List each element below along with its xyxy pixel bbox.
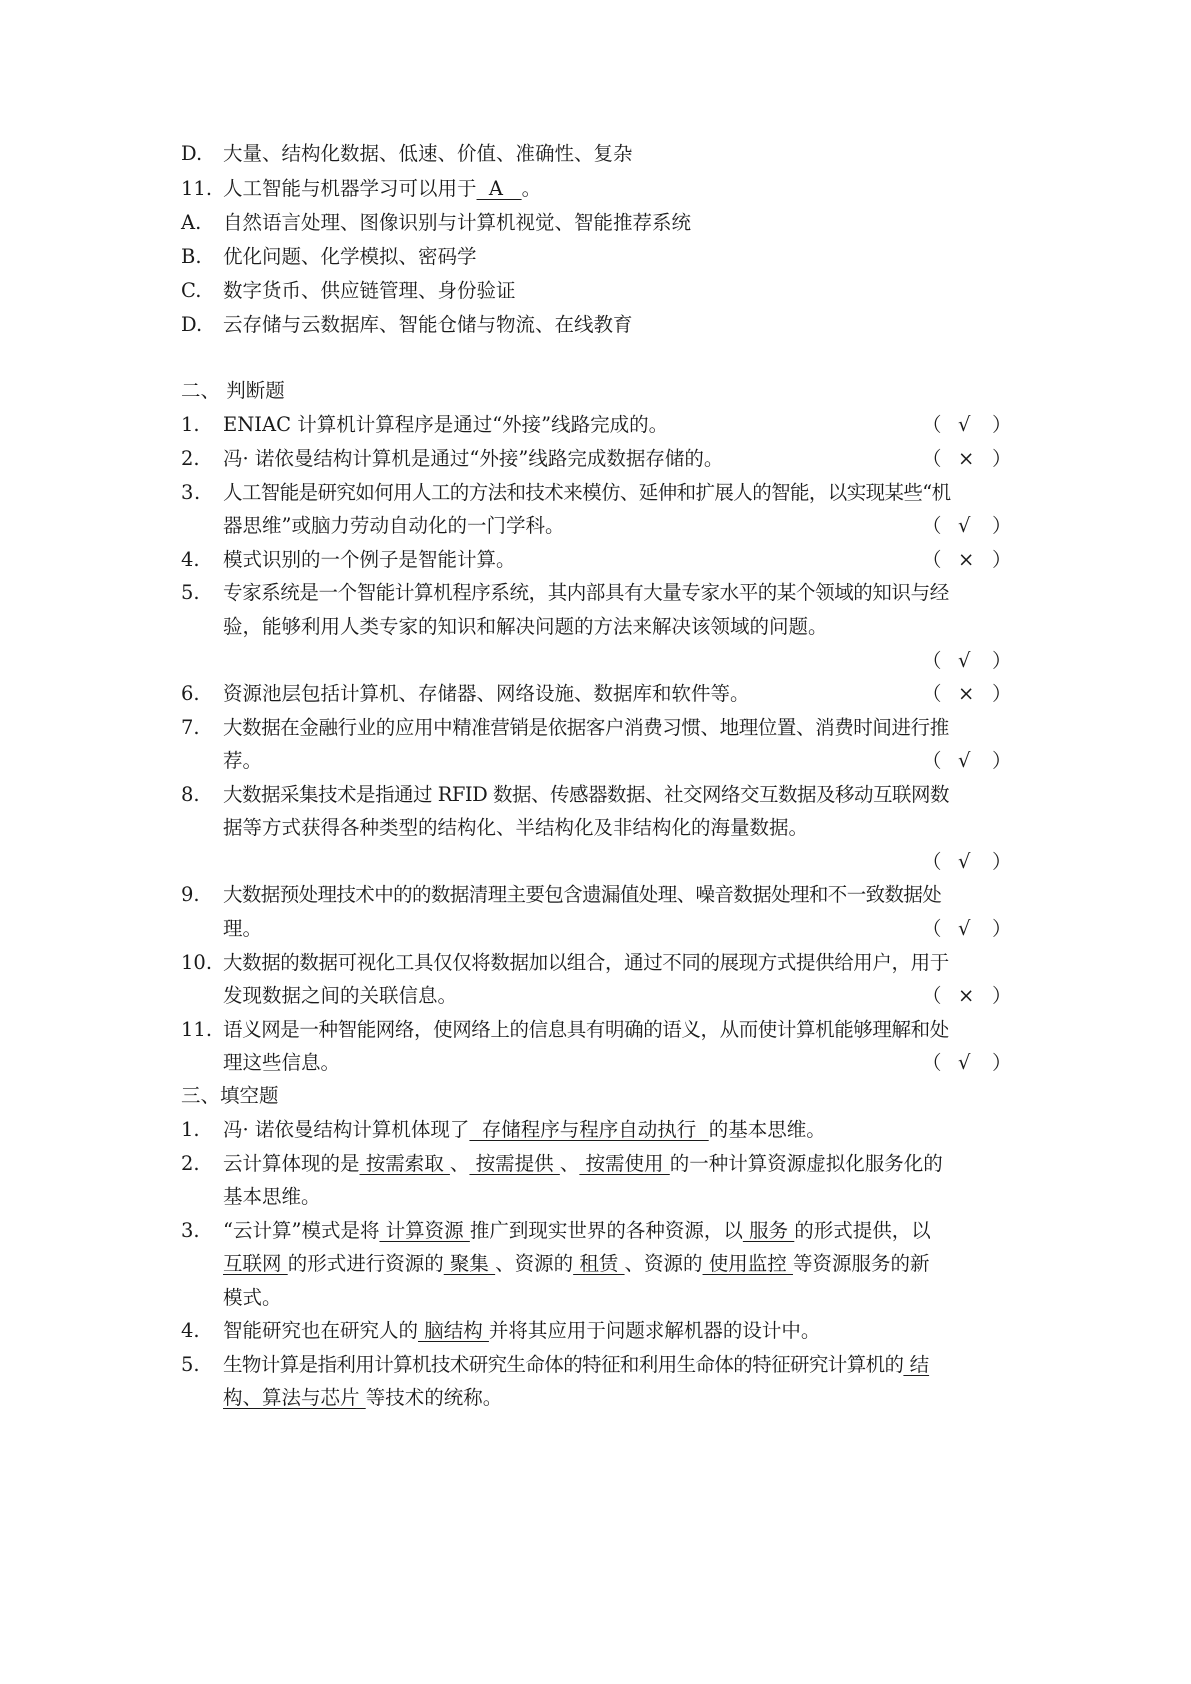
paren-open: （ [922, 548, 942, 571]
paren-open: （ [922, 984, 942, 1007]
judge-answer-1 [922, 412, 1012, 438]
question-number: 11. [181, 177, 213, 200]
option-text: 优化问题、化学模拟、密码学 [223, 245, 477, 268]
item-number: 2. [181, 1152, 200, 1175]
answer-blank: 使用监控 [702, 1252, 793, 1275]
answer-mark: √ [958, 749, 971, 772]
judge-answer-4 [922, 547, 1012, 573]
paren-open: （ [922, 514, 942, 537]
answer-mark: √ [958, 1051, 971, 1074]
option-c-q11 [181, 278, 1021, 304]
fill-item-3-cont2: 模式。 [223, 1286, 282, 1309]
item-text-suffix: 的一种计算资源虚拟化服务化的 [669, 1152, 943, 1175]
answer-mark: √ [958, 850, 971, 873]
option-label: C. [181, 279, 202, 302]
judge-item-9 [181, 882, 1021, 908]
paren-open: （ [922, 749, 942, 772]
judge-item-2 [181, 446, 1021, 472]
fill-item-5-cont [223, 1385, 1063, 1411]
answer-mark: √ [958, 917, 971, 940]
judge-answer-5 [922, 648, 1012, 674]
item-text-suffix: 的基本思维。 [708, 1118, 826, 1141]
paren-close: ） [992, 1051, 1012, 1074]
item-text: 的形式进行资源的 [287, 1252, 444, 1275]
paren-close: ） [992, 649, 1012, 672]
answer-blank: 租赁 [573, 1252, 625, 1275]
option-a-q11 [181, 210, 1021, 236]
item-number: 2. [181, 447, 200, 470]
question-text: 人工智能与机器学习可以用于 [223, 177, 477, 200]
item-text: 模式识别的一个例子是智能计算。 [223, 548, 516, 571]
paren-open: （ [922, 1051, 942, 1074]
option-label: D. [181, 142, 203, 165]
option-label: B. [181, 245, 202, 268]
option-label: D. [181, 313, 203, 336]
item-number: 1. [181, 1118, 200, 1141]
judge-answer-8 [922, 849, 1012, 875]
judge-item-7 [181, 715, 1021, 741]
option-text: 云存储与云数据库、智能仓储与物流、在线教育 [223, 313, 633, 336]
separator: 、 [449, 1152, 470, 1175]
paren-open: （ [922, 649, 942, 672]
judge-item-11-cont: 理这些信息。 [223, 1051, 341, 1074]
judge-item-10-cont: 发现数据之间的关联信息。 [223, 984, 458, 1007]
option-text: 自然语言处理、图像识别与计算机视觉、智能推荐系统 [223, 211, 692, 234]
paren-close: ） [992, 514, 1012, 537]
item-text: 、资源的 [495, 1252, 574, 1275]
item-number: 6. [181, 682, 200, 705]
question-suffix: 。 [521, 177, 542, 200]
answer-blank: 按需索取 [359, 1152, 450, 1175]
item-number: 4. [181, 1319, 200, 1342]
answer-mark: √ [958, 514, 971, 537]
item-text: 的形式提供，以 [794, 1219, 931, 1242]
judge-answer-10 [922, 983, 1012, 1009]
judge-item-5-cont: 验，能够利用人类专家的知识和解决问题的方法来解决该领域的问题。 [223, 615, 828, 638]
item-number: 11. [181, 1018, 213, 1041]
judge-answer-11 [922, 1050, 1012, 1076]
answer-mark: × [958, 682, 975, 705]
fill-item-1 [181, 1117, 1021, 1143]
answer-blank: 按需提供 [469, 1152, 560, 1175]
judge-item-3-cont: 器思维”或脑力劳动自动化的一门学科。 [223, 514, 565, 537]
section-heading-fill: 三、填空题 [181, 1084, 279, 1107]
question-11-mc [181, 176, 1021, 202]
fill-item-2-cont: 基本思维。 [223, 1185, 321, 1208]
judge-item-3 [181, 480, 1021, 506]
fill-item-3-cont [223, 1251, 1063, 1277]
fill-item-3 [181, 1218, 1021, 1244]
item-number: 7. [181, 716, 200, 739]
item-text-suffix: 等技术的统称。 [365, 1386, 503, 1409]
paren-close: ） [992, 682, 1012, 705]
judge-item-11 [181, 1017, 1021, 1043]
item-number: 5. [181, 1353, 200, 1376]
answer-blank: 服务 [742, 1219, 795, 1242]
judge-item-1 [181, 412, 1021, 438]
item-text: 冯· 诺依曼结构计算机体现了 [223, 1118, 470, 1141]
judge-answer-2 [922, 446, 1012, 472]
item-text: 大数据的数据可视化工具仅仅将数据加以组合，通过不同的展现方式提供给用户，用于 [223, 951, 949, 974]
paren-close: ） [992, 447, 1012, 470]
answer-blank: 脑结构 [418, 1319, 489, 1342]
judge-item-7-cont: 荐。 [223, 749, 263, 772]
separator: 、 [559, 1152, 580, 1175]
fill-item-4 [181, 1318, 1021, 1344]
item-text: 冯· 诺依曼结构计算机是通过“外接”线路完成数据存储的。 [223, 447, 724, 470]
judge-item-6 [181, 681, 1021, 707]
item-text: “云计算”模式是将 [223, 1219, 380, 1242]
answer-mark: × [958, 984, 975, 1007]
item-text: 等资源服务的新 [792, 1252, 930, 1275]
item-number: 5. [181, 581, 200, 604]
item-text: 大数据在金融行业的应用中精准营销是依据客户消费习惯、地理位置、消费时间进行推 [223, 716, 949, 739]
judge-item-5 [181, 580, 1021, 606]
answer-mark: √ [958, 413, 971, 436]
item-number: 1. [181, 413, 200, 436]
judge-item-9-cont: 理。 [223, 917, 263, 940]
paren-close: ） [992, 917, 1012, 940]
paren-open: （ [922, 413, 942, 436]
option-d-q10 [181, 141, 1021, 167]
answer-blank: 存储程序与程序自动执行 [469, 1118, 709, 1141]
answer-mark: × [958, 548, 975, 571]
option-text: 数字货币、供应链管理、身份验证 [223, 279, 516, 302]
answer-blank: A [476, 177, 522, 200]
judge-item-8 [181, 782, 1021, 808]
paren-close: ） [992, 850, 1012, 873]
item-number: 4. [181, 548, 200, 571]
item-number: 3. [181, 1219, 200, 1242]
item-number: 9. [181, 883, 200, 906]
paren-open: （ [922, 917, 942, 940]
item-text: 大数据预处理技术中的的数据清理主要包含遗漏值处理、噪音数据处理和不一致数据处 [223, 883, 942, 906]
option-b-q11 [181, 244, 1021, 270]
judge-answer-3 [922, 513, 1012, 539]
answer-blank: 互联网 [223, 1252, 288, 1275]
item-text-suffix: 并将其应用于问题求解机器的设计中。 [488, 1319, 821, 1342]
item-text: 生物计算是指利用计算机技术研究生命体的特征和利用生命体的特征研究计算机的 [223, 1353, 904, 1376]
judge-item-10 [181, 950, 1021, 976]
item-number: 10. [181, 951, 213, 974]
paren-close: ） [992, 984, 1012, 1007]
fill-item-5 [181, 1352, 1021, 1378]
answer-blank: 按需使用 [579, 1152, 670, 1175]
section-heading-judge: 二、 判断题 [181, 379, 285, 402]
item-text: 专家系统是一个智能计算机程序系统，其内部具有大量专家水平的某个领域的知识与经 [223, 581, 949, 604]
option-text: 大量、结构化数据、低速、价值、准确性、复杂 [223, 142, 633, 165]
item-text: ENIAC 计算机计算程序是通过“外接”线路完成的。 [223, 413, 669, 436]
paren-close: ） [992, 548, 1012, 571]
paren-open: （ [922, 682, 942, 705]
judge-answer-7 [922, 748, 1012, 774]
paren-close: ） [992, 749, 1012, 772]
option-d-q11 [181, 312, 1021, 338]
item-text: 智能研究也在研究人的 [223, 1319, 419, 1342]
item-number: 3. [181, 481, 201, 504]
paren-close: ） [992, 413, 1012, 436]
item-text: 、资源的 [624, 1252, 703, 1275]
item-text: 推广到现实世界的各种资源，以 [469, 1219, 743, 1242]
answer-mark: √ [958, 649, 971, 672]
item-number: 8. [181, 783, 200, 806]
judge-item-4 [181, 547, 1021, 573]
paren-open: （ [922, 447, 942, 470]
item-text: 大数据采集技术是指通过 RFID 数据、传感器数据、社交网络交互数据及移动互联网数 [223, 783, 949, 806]
answer-blank: 构、算法与芯片 [223, 1386, 366, 1409]
item-text: 语义网是一种智能网络，使网络上的信息具有明确的语义，从而使计算机能够理解和处 [223, 1018, 949, 1041]
answer-blank: 结 [903, 1353, 930, 1376]
answer-mark: × [958, 447, 975, 470]
answer-blank: 计算资源 [379, 1219, 470, 1242]
option-label: A. [181, 211, 202, 234]
paren-open: （ [922, 850, 942, 873]
judge-answer-9 [922, 916, 1012, 942]
answer-blank: 聚集 [443, 1252, 496, 1275]
item-text: 人工智能是研究如何用人工的方法和技术来模仿、延伸和扩展人的智能，以实现某些“机 [223, 481, 951, 504]
judge-answer-6 [922, 681, 1012, 707]
fill-item-2 [181, 1151, 1021, 1177]
item-text: 资源池层包括计算机、存储器、网络设施、数据库和软件等。 [223, 682, 750, 705]
item-text: 云计算体现的是 [223, 1152, 360, 1175]
judge-item-8-cont: 据等方式获得各种类型的结构化、半结构化及非结构化的海量数据。 [223, 816, 809, 839]
